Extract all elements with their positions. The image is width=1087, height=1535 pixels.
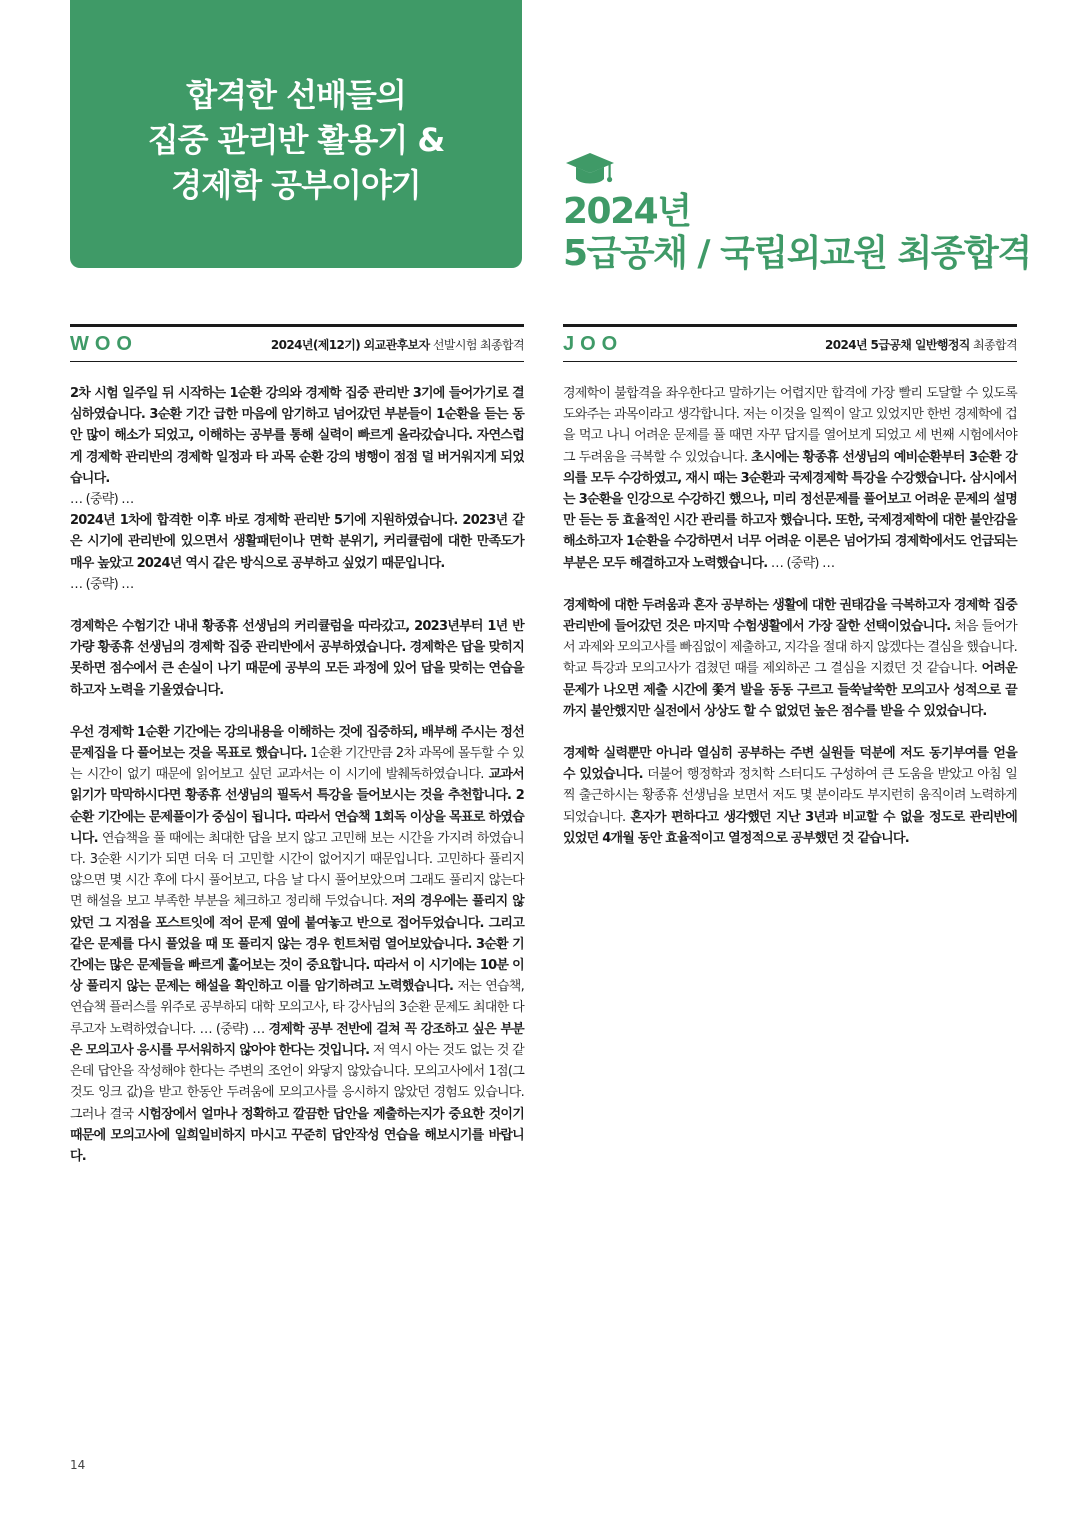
body-text: 저 역시 아는 것도 없는 것 같은데 답안을 작성해야 한다는 주변의 조언이 와닿지 않았습니다. 모의고사에서 1점(그것도 잉크 값)을 받고 한동안 두려움에 모의고사를 응시하지 않았던 경험도 있습니다. 그러나 결국	[70, 1042, 524, 1122]
paragraph	[70, 722, 524, 1167]
bold-text: 2024년 1차에 합격한 이후 바로 경제학 관리반 5기에 지원하였습니다. 2023년 같은 시기에 관리반에 있으면서 생활패턴이나 면학 분위기, 커리큘럼에 대한 만족도가 매우 높았고 2024년 역시 같은 방식으로 공부하고 싶었기 때문입니다.	[70, 513, 524, 571]
article-body	[70, 383, 524, 1167]
author-credential	[271, 336, 524, 353]
body-text: 저는 연습책, 연습책 플러스를 위주로 공부하되 대학 모의고사, 타 강사님의 3순환 문제도 최대한 다루고자 노력하였습니다. … (중략) …	[70, 979, 525, 1037]
paragraph	[563, 743, 1017, 849]
body-text: … (중략) …	[70, 576, 134, 592]
bold-text: 시험장에서 얼마나 정확하고 깔끔한 답안을 제출하는지가 중요한 것이기 때문에 모의고사에 일희일비하지 마시고 꾸준히 답안작성 연습을 해보시기를 바랍니다.	[70, 1106, 525, 1164]
paragraph	[563, 383, 1017, 574]
body-text: 1순환 기간만큼 2차 과목에 몰두할 수 있는 시간이 없기 때문에 읽어보고 싶던 교과서는 이 시기에 발췌독하였습니다.	[70, 746, 524, 783]
bold-text: 경제학은 수험기간 내내 황종휴 선생님의 커리큘럼을 따라갔고, 2023년부터 1년 반 가량 황종휴 선생님의 경제학 집중 관리반에서 공부하였습니다. 경제학은 답을 맞히지 못하면 점수에서 큰 손실이 나기 때문에 공부의 모든 과정에 있어 답을 맞히는 연습을 하고자 노력을 기울였습니다.	[70, 619, 524, 698]
headline-exam: 5급공채 / 국립외교원 최종합격	[563, 233, 1031, 274]
title-banner	[70, 0, 522, 268]
graduation-cap-icon	[565, 152, 615, 188]
result-headline	[563, 191, 1031, 275]
paragraph	[70, 383, 524, 595]
credential-rest: 최종합격	[969, 337, 1017, 352]
bold-text: 2차 시험 일주일 뒤 시작하는 1순환 강의와 경제학 집중 관리반 3기에 들어가기로 결심하였습니다. 3순환 기간 급한 마음에 암기하고 넘어갔던 부분들이 1순환을 듣는 동안 많이 해소가 되었고, 이해하는 공부를 통해 실력이 빠르게 올라갔습니다. 자연스럽게 경제학 관리반의 경제학 일정과 타 과목 순환 강의 병행이 점점 덜 버거워지게 되었습니다.	[70, 386, 524, 486]
body-text: … (중략) …	[70, 492, 134, 508]
paragraph	[70, 616, 524, 701]
body-text: 연습책을 풀 때에는 최대한 답을 보지 않고 고민해 보는 시간을 가지려 하였습니다. 3순환 시기가 되면 더욱 더 고민할 시간이 없어지기 때문입니다. 고민하다 풀리지 않으면 몇 시간 후에 다시 풀어보고, 다음 날 다시 풀어보았으며 그래도 풀리지 않는다면 해설을 보고 부족한 부분을 체크하고 정리해 두었습니다.	[70, 830, 524, 910]
title-line: 집중 관리반 활용기 &	[147, 120, 445, 159]
body-text: … (중략) …	[767, 555, 835, 571]
bold-text: 혼자가 편하다고 생각했던 지난 3년과 비교할 수 없을 정도로 관리반에 있었던 4개월 동안 효율적이고 열정적으로 공부했던 것 같습니다.	[563, 809, 1017, 846]
body-text: 처음 들어가서 과제와 모의고사를 빠짐없이 제출하고, 지각을 절대 하지 않겠다는 결심을 했습니다. 학교 특강과 모의고사가 겹쳤던 때를 제외하곤 그 결심을 지켰던 것 같습니다.	[563, 619, 1017, 677]
title-line: 경제학 공부이야기	[171, 165, 421, 204]
body-text: 더불어 행정학과 정치학 스터디도 구성하여 큰 도움을 받았고 아침 일찍 출근하시는 황종휴 선생님을 보면서 저도 몇 분이라도 부지런히 움직이려 노력하게 되었습니다.	[563, 767, 1018, 825]
testimonial-joo	[563, 324, 1017, 870]
body-text: 경제학이 불합격을 좌우한다고 말하기는 어렵지만 합격에 가장 빨리 도달할 수 있도록 도와주는 과목이라고 생각합니다. 저는 이것을 일찍이 알고 있었지만 한번 경제학에 겁을 먹고 나니 어려운 문제를 풀 때면 자꾸 답지를 열어보게 되었고 세 번째 시험에서야 그 두려움을 극복할 수 있었습니다.	[563, 386, 1017, 465]
article-body	[563, 383, 1017, 849]
author-header	[70, 324, 524, 362]
bold-text: 저의 경우에는 풀리지 않았던 그 지점을 포스트잇에 적어 문제 옆에 붙여놓고 반으로 접어두었습니다. 그리고 같은 문제를 다시 풀었을 때 또 풀리지 않는 경우 힌트처럼 열어보았습니다. 3순환 기간에는 많은 문제들을 빠르게 훑어보는 것이 중요합니다. 따라서 이 시기에는 10분 이상 풀리지 않는 문제는 해설을 확인하고 이를 암기하려고 노력했습니다.	[70, 894, 524, 995]
bold-text: 경제학에 대한 두려움과 혼자 공부하는 생활에 대한 권태감을 극복하고자 경제학 집중 관리반에 들어갔던 것은 마지막 수험생활에서 가장 잘한 선택이었습니다.	[563, 597, 1017, 635]
bold-text: 우선 경제학 1순환 기간에는 강의내용을 이해하는 것에 집중하되, 배부해 주시는 정선문제집을 다 풀어보는 것을 목표로 했습니다.	[70, 724, 524, 762]
author-name: JOO	[563, 332, 624, 355]
bold-text: 교과서 읽기가 막막하시다면 황종휴 선생님의 필독서 특강을 들어보시는 것을 추천합니다. 2순환 기간에는 문제풀이가 중심이 됩니다. 따라서 연습책 1회독 이상을 목표로 하였습니다.	[70, 767, 524, 846]
author-header	[563, 324, 1017, 362]
title-line: 합격한 선배들의	[186, 75, 406, 114]
credential-rest: 선발시험 최종합격	[429, 337, 524, 352]
credential-bold: 2024년 5급공채 일반행정직	[824, 337, 970, 352]
page-number: 14	[70, 1458, 86, 1472]
bold-text: 경제학 실력뿐만 아니라 열심히 공부하는 주변 실원들 덕분에 저도 동기부여를 얻을 수 있었습니다.	[563, 746, 1017, 783]
paragraph	[563, 595, 1017, 722]
headline-year: 2024년	[563, 191, 691, 232]
page-title	[148, 61, 445, 208]
author-credential	[825, 336, 1017, 353]
author-name: WOO	[70, 332, 138, 355]
bold-text: 어려운 문제가 나오면 제출 시간에 쫓겨 발을 동동 구르고 들쑥날쑥한 모의고사 성적으로 끝까지 불안했지만 실전에서 상상도 할 수 없었던 높은 점수를 받을 수 있었습니다.	[563, 661, 1017, 719]
testimonial-woo	[70, 324, 524, 1188]
credential-bold: 2024년(제12기) 외교관후보자	[270, 337, 430, 352]
bold-text: 경제학 공부 전반에 걸쳐 꼭 강조하고 싶은 부분은 모의고사 응시를 무서워하지 않아야 한다는 것입니다.	[70, 1021, 524, 1058]
bold-text: 초시에는 황종휴 선생님의 예비순환부터 3순환 강의를 모두 수강하였고, 재시 때는 3순환과 국제경제학 특강을 수강했습니다. 삼시에서는 3순환을 인강으로 수강하긴 했으나, 미리 정선문제를 풀어보고 어려운 문제의 설명만 듣는 등 효율적인 시간 관리를 하고자 했습니다. 또한, 국제경제학에 대한 불안감을 해소하고자 1순환을 수강하면서 너무 어려운 이론은 넘어가되 경제학에서도 언급되는 부분은 모두 해결하고자 노력했습니다.	[563, 449, 1017, 571]
